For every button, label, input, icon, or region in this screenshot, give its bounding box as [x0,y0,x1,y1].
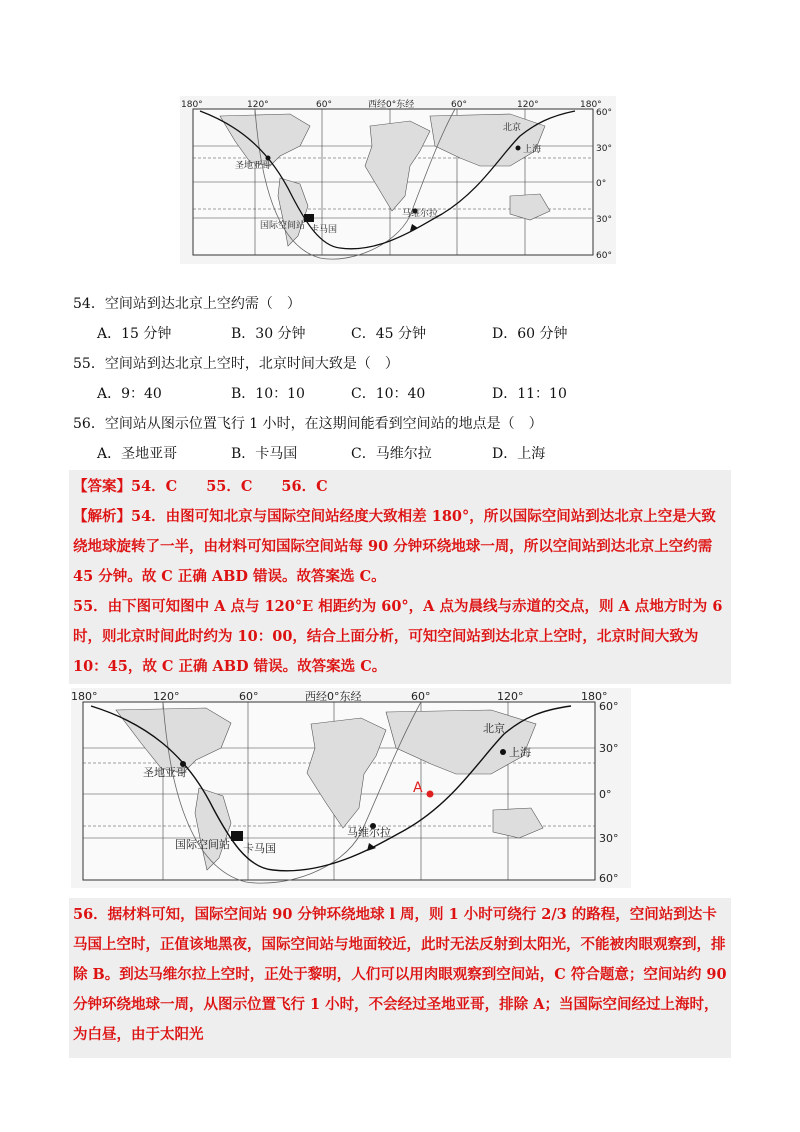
analysis-54 [73,502,727,592]
lon-label: 120° [247,100,269,110]
place-madera: 马维尔拉 [347,826,391,839]
lat-label: 30° [596,215,612,225]
lon-label: 60° [451,100,467,110]
lat-label: 30° [599,742,619,755]
place-shanghai: 上海 [523,145,542,155]
question-54: 54．空间站到达北京上空约需（ ） [73,296,301,312]
option-b: B．30 分钟 [231,326,306,342]
option-d: D．60 分钟 [492,326,568,342]
lon-label: 60° [239,690,259,703]
place-shanghai: 上海 [509,746,531,759]
place-madera: 马维尔拉 [402,209,439,219]
lon-label: 180° [580,100,602,110]
option-b: B．10：10 [231,386,305,402]
option-d: D．11：10 [492,386,567,402]
analysis-tag: 【解析】 [73,508,131,525]
lon-label: 180° [181,100,203,110]
place-camaguey: 卡马国 [243,842,276,855]
lat-label: 60° [599,872,619,885]
lon-label: 60° [411,690,431,703]
lon-label: 西经0°东经 [305,690,362,703]
place-iss: 国际空间站 [260,221,306,231]
answer-tag: 【答案】 [73,478,131,495]
lon-label: 180° [581,690,608,703]
answer-line [73,472,727,502]
point-a-marker [427,791,434,798]
analysis-56: 56．据材料可知，国际空间站 90 分钟环绕地球 l 周，则 1 小时可绕行 2/3 的路程，空间站到达卡马国上空时，正值该地黑夜，国际空间站与地面较近，此时无法反射到太阳光，不能被肉眼观察到，排除 B。到达马维尔拉上空时，正处于黎明，人们可以用肉眼观察到空间站，C 符合题意；空间站约 90 分钟环绕地球一周，从图示位置飞行 1 小时，不会经过圣地亚哥，排除 A；当国际空间经过上海时，为白昼，由于太阳光 [73,906,727,1043]
option-a: A．圣地亚哥 [97,446,178,462]
analysis-55: 55．由下图可知图中 A 点与 120°E 相距约为 60°，A 点为晨线与赤道的交点，则 A 点地方时为 6 时，则北京时间此时约为 10：00，结合上面分析，可知空间站到达北京上空时，北京时间大致为 10：45，故 C 正确 ABD 错误。故答案选 C。 [73,598,723,675]
lat-label: 30° [599,832,619,845]
answer-text: 54．C 55．C 56．C [131,478,328,495]
option-c: C．马维尔拉 [351,446,432,462]
option-b: B．卡马国 [231,446,298,462]
world-map-annotated [71,688,631,888]
question-55: 55．空间站到达北京上空时，北京时间大致是（ ） [73,356,399,372]
place-san-diego: 圣地亚哥 [143,766,187,779]
lat-label: 60° [596,251,612,261]
lat-label: 30° [596,144,612,154]
lat-label: 60° [599,700,619,713]
lat-label: 60° [596,108,612,118]
place-beijing: 北京 [483,722,505,735]
lon-label: 120° [517,100,539,110]
lon-label: 西经0°东经 [368,100,415,110]
world-map-top [180,96,616,264]
lon-label: 60° [316,100,332,110]
lat-label: 0° [596,179,607,189]
option-a: A．9：40 [97,386,162,402]
lon-label: 120° [497,690,524,703]
lon-label: 120° [153,690,180,703]
question-56: 56．空间站从图示位置飞行 1 小时，在这期间能看到空间站的地点是（ ） [73,416,543,432]
lat-label: 0° [599,788,612,801]
place-camaguey: 卡马国 [310,225,338,235]
lon-label: 180° [71,690,98,703]
place-iss: 国际空间站 [175,838,230,851]
place-beijing: 北京 [503,123,522,133]
option-c: C．45 分钟 [351,326,426,342]
option-d: D．上海 [492,446,546,462]
place-san-diego: 圣地亚哥 [235,161,272,171]
option-a: A．15 分钟 [97,326,172,342]
point-a-label: A [413,780,423,796]
analysis-54-text: 54．由图可知北京与国际空间站经度大致相差 180°，所以国际空间站到达北京上空是大致绕地球旋转了一半，由材料可知国际空间站每 90 分钟环绕地球一周，所以空间站到达北京上空约需 45 分钟。故 C 正确 ABD 错误。故答案选 C。 [73,508,716,585]
option-c: C．10：40 [351,386,426,402]
